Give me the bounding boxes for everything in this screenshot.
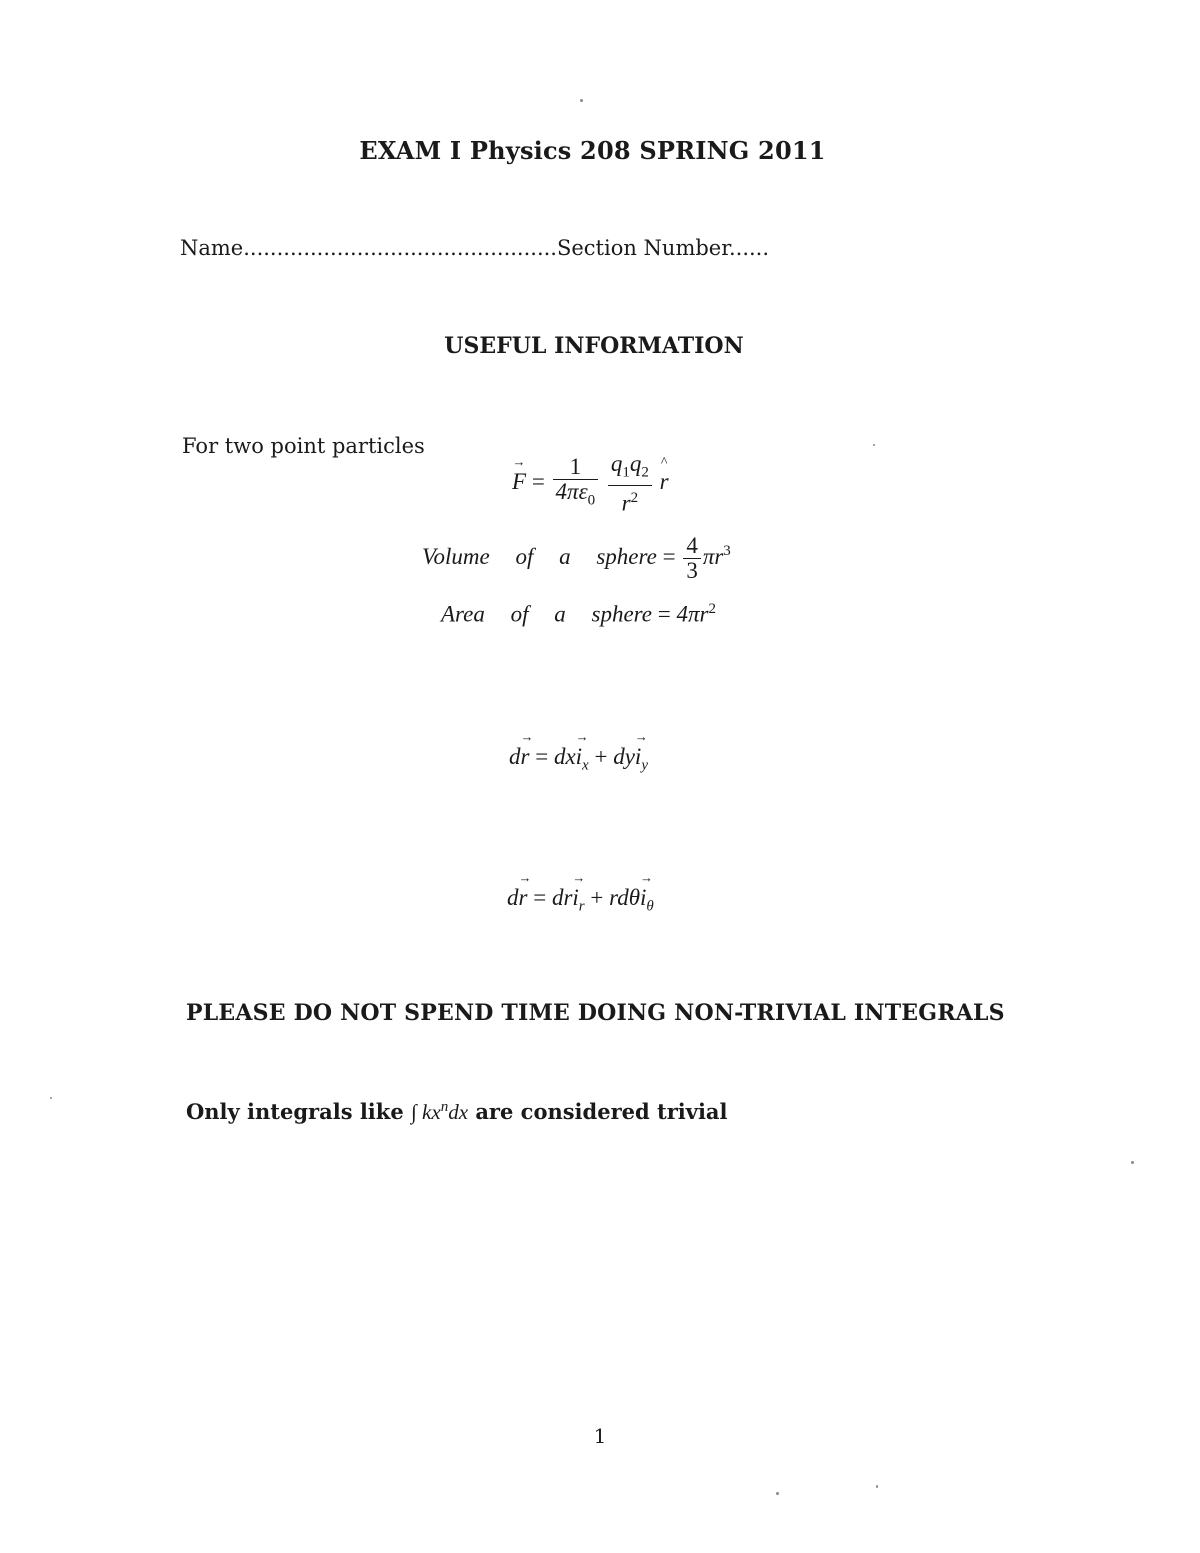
scan-speck [776,1492,779,1495]
fraction-numerator: $q_1q_2$ [610,451,649,481]
name-section-line: Name...............................................Section Number...... [180,236,770,260]
scan-speck [873,444,875,446]
label-word: Area [441,601,485,627]
coulomb-constant-fraction [553,455,599,513]
label-word: sphere [596,543,657,569]
sphere-volume-formula: Volume of a sphere = $\frac{4}{3}$ $\pi r^3$ [422,533,731,583]
fraction-denominator: $4\pi\varepsilon_0$ [553,479,599,513]
page-number: 1 [593,1424,607,1448]
charge-distance-fraction [608,452,652,515]
fraction-denominator: $r^2$ [608,485,652,516]
label-word: Volume [422,543,490,569]
point-particles-intro: For two point particles [182,434,425,458]
sphere-area-formula: Area of a sphere = $4\pi r^2$ [441,601,716,627]
useful-information-heading: USEFUL INFORMATION [444,333,744,359]
label-word: sphere [591,601,652,627]
polar-displacement-formula: $d\to r = dr\to i_r + rd\theta\to i_\theta$ [507,885,654,916]
exam-title: EXAM I Physics 208 SPRING 2011 [359,136,826,165]
scan-speck [50,1097,52,1099]
coulomb-law-formula [512,452,669,515]
label-word: a [554,601,566,627]
equals-sign: = [531,468,545,494]
label-word: of [510,601,529,627]
label-word: a [559,543,571,569]
scan-speck [876,1485,878,1488]
label-word: of [515,543,534,569]
cartesian-displacement-formula: $d\to r = dx\to i_x + dy\to i_y$ [509,744,648,775]
equals-sign: = [657,601,671,627]
unit-vector-rhat: ^ r [660,469,669,495]
force-vector: → F [512,469,526,495]
four-thirds-fraction: $\frac{4}{3}$ [683,534,701,583]
scan-speck [580,99,583,102]
example-integral: ∫ $kx^ndx$ [411,1099,469,1124]
equals-sign: = [662,543,676,569]
scan-speck [1131,1161,1134,1164]
integrals-warning: PLEASE DO NOT SPEND TIME DOING NON-TRIVIAL INTEGRALS [186,1000,1005,1026]
trivial-integrals-note: Only integrals like ∫ $kx^ndx$ are considered trivial [186,1099,728,1124]
fraction-numerator: 1 [569,453,582,479]
